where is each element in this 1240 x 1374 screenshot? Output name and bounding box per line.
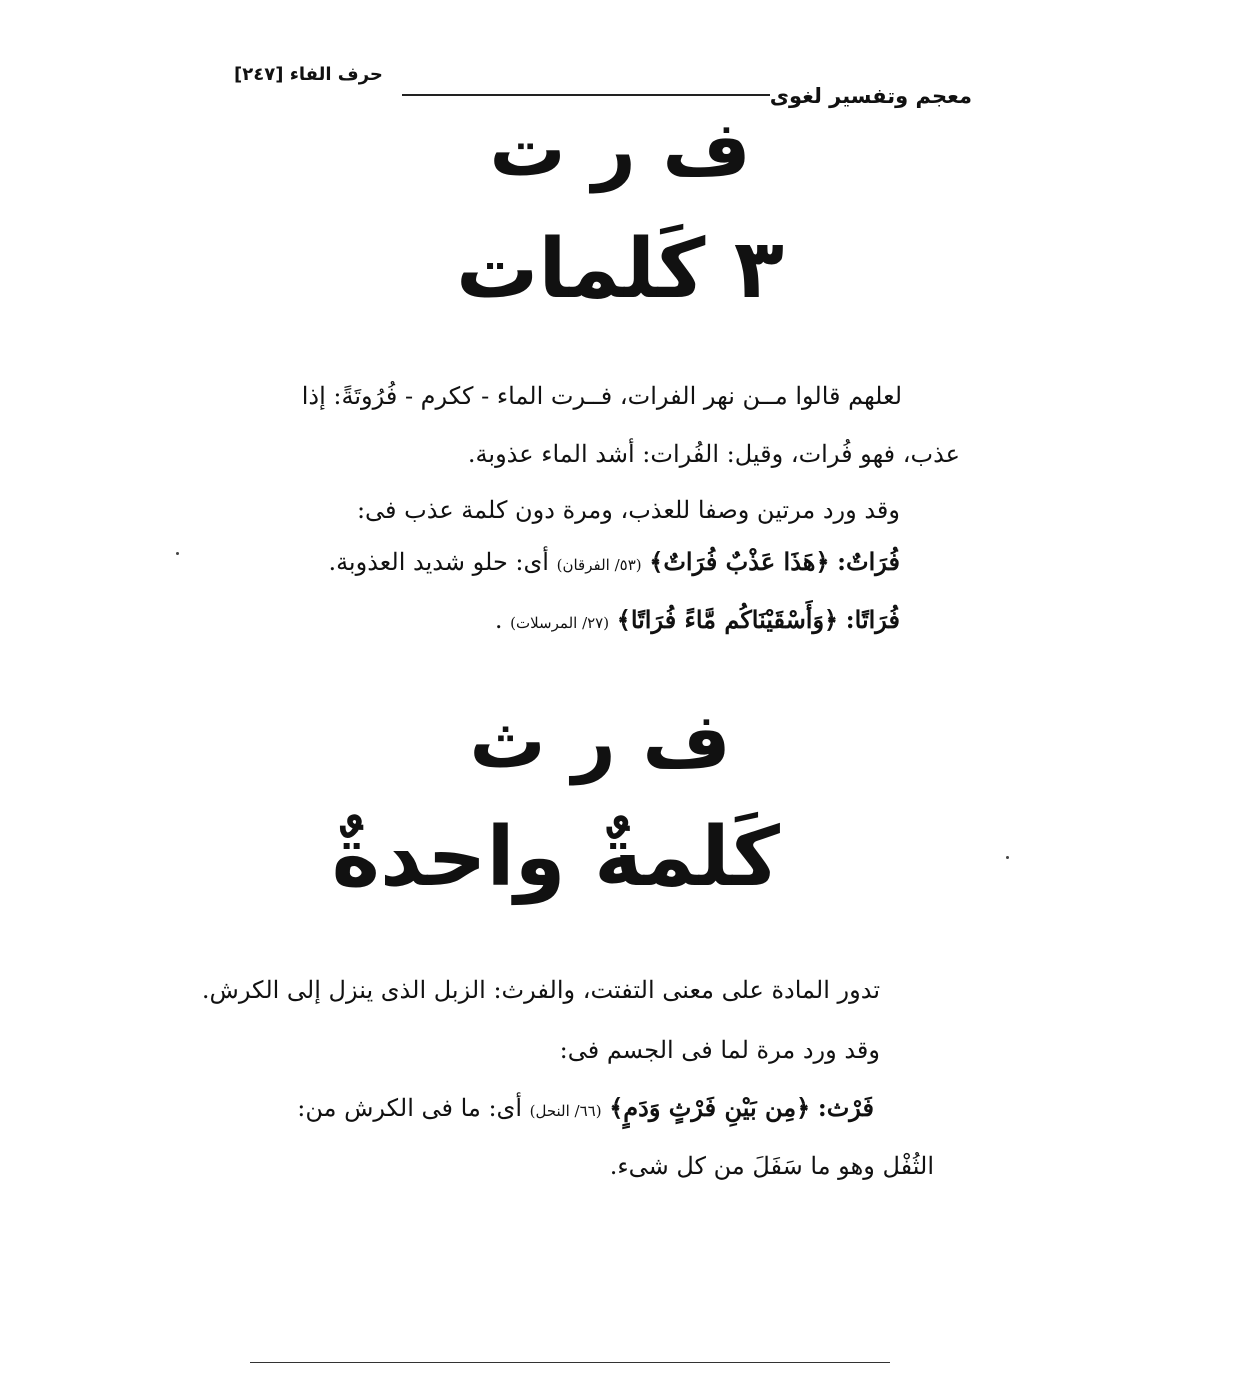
quran-verse: ﴿مِن بَيْنِ فَرْثٍ وَدَمٍ﴾ xyxy=(609,1093,811,1122)
occurrence-gloss: أى: حلو شديد العذوبة. xyxy=(328,548,549,576)
verse-reference: (٦٦/ النحل) xyxy=(529,1102,602,1120)
entry1-line-3: وقد ورد مرتين وصفا للعذب، ومرة دون كلمة عذب فى: xyxy=(356,496,900,524)
entry2-line-2: وقد ورد مرة لما فى الجسم فى: xyxy=(559,1036,880,1064)
entry1-word-count: ٣ كَلمات xyxy=(456,222,784,317)
entry1-occurrence-2 xyxy=(495,606,900,635)
scan-speck xyxy=(176,552,179,555)
occurrence-gloss: أى: ما فى الكرش من: xyxy=(297,1094,522,1122)
entry1-occurrence-1 xyxy=(328,548,900,577)
entry2-word-count: كَلمةٌ واحدةٌ xyxy=(331,810,780,905)
quran-verse: ﴿هَذَا عَذْبٌ فُرَاتٌ﴾ xyxy=(649,547,830,576)
entry1-line-2: عذب، فهو فُرات، وقيل: الفُرات: أشد الماء عذوبة. xyxy=(467,440,960,468)
entry1-root-heading: ف ر ت xyxy=(489,104,751,193)
entry2-line-1: تدور المادة على معنى التفتت، والفرث: الزبل الذى ينزل إلى الكرش. xyxy=(201,976,880,1004)
running-header-section-page: حرف الفاء [٢٤٧] xyxy=(234,64,383,85)
quran-verse: ﴿وَأَسْقَيْنَاكُم مَّاءً فُرَاتًا﴾ xyxy=(616,605,839,634)
scan-speck xyxy=(1006,856,1009,859)
entry2-occurrence-1 xyxy=(297,1094,874,1123)
running-header-book-title: معجم وتفسير لغوى xyxy=(769,84,972,108)
entry2-root-heading: ف ر ث xyxy=(469,696,731,785)
verse-reference: (٢٧/ المرسلات) xyxy=(510,614,610,632)
occurrence-word: فُرَاتٌ: xyxy=(837,547,900,576)
entry1-line-1: لعلهم قالوا مــن نهر الفرات، فــرت الماء - ككرم - فُرُوتَةً: إذا xyxy=(301,382,902,410)
entry2-last-line: الثُفْل وهو ما سَفَلَ من كل شىء. xyxy=(609,1152,934,1180)
occurrence-gloss: . xyxy=(494,606,503,634)
header-rule xyxy=(402,94,770,96)
verse-reference: (٥٣/ الفرقان) xyxy=(556,556,642,574)
bottom-rule xyxy=(250,1362,890,1363)
occurrence-word: فُرَاتًا: xyxy=(845,605,900,634)
occurrence-word: فَرْث: xyxy=(817,1093,874,1122)
